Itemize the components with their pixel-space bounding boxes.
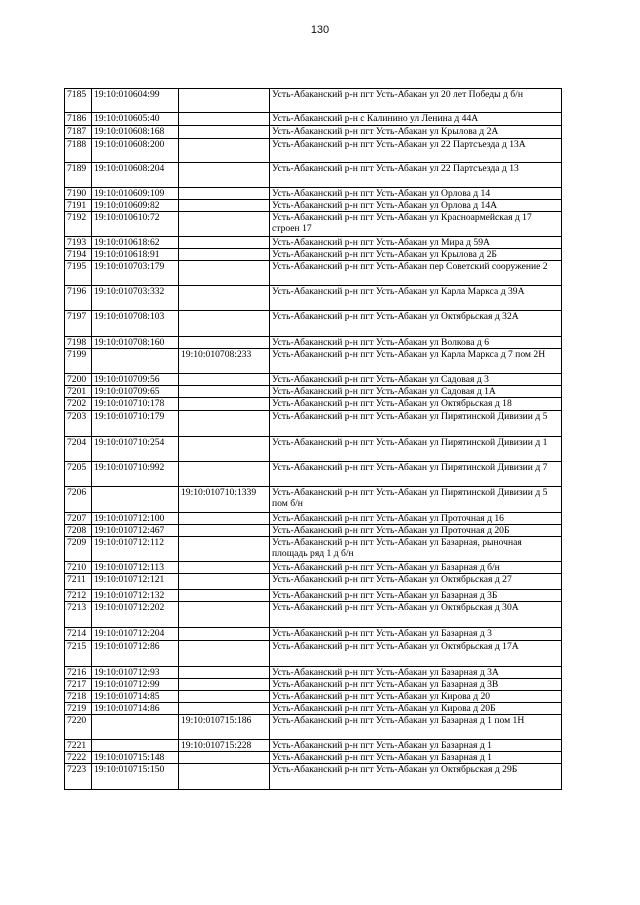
premises-cadastral-number-cell xyxy=(179,628,270,641)
address-cell: Усть-Абаканский р-н пгт Усть-Абакан ул Базарная д 3Б xyxy=(270,590,562,602)
table-row xyxy=(65,641,562,667)
premises-cadastral-number-cell xyxy=(179,286,270,311)
address-cell: Усть-Абаканский р-н с Калинино ул Ленина д 44А xyxy=(270,113,562,126)
premises-cadastral-number-cell xyxy=(179,691,270,703)
row-number-cell: 7193 xyxy=(65,237,92,249)
premises-cadastral-number-cell: 19:10:010708:233 xyxy=(179,349,270,374)
premises-cadastral-number-cell xyxy=(179,261,270,286)
address-cell: Усть-Абаканский р-н пгт Усть-Абакан ул Пирятинской Дивизии д 5 xyxy=(270,411,562,437)
cadastral-number-cell: 19:10:010709:56 xyxy=(92,374,179,386)
cadastral-number-cell: 19:10:010610:72 xyxy=(92,212,179,237)
row-number-cell: 7212 xyxy=(65,590,92,602)
table-row xyxy=(65,667,562,679)
row-number-cell: 7199 xyxy=(65,349,92,374)
premises-cadastral-number-cell xyxy=(179,89,270,113)
address-cell: Усть-Абаканский р-н пгт Усть-Абакан ул 22 Партсъезда д 13А xyxy=(270,139,562,163)
row-number-cell: 7200 xyxy=(65,374,92,386)
address-cell: Усть-Абаканский р-н пгт Усть-Абакан ул Волкова д 6 xyxy=(270,337,562,349)
row-number-cell: 7216 xyxy=(65,667,92,679)
cadastral-number-cell: 19:10:010712:100 xyxy=(92,513,179,525)
row-number-cell: 7209 xyxy=(65,537,92,562)
address-cell: Усть-Абаканский р-н пгт Усть-Абакан ул Базарная д 3 xyxy=(270,628,562,641)
row-number-cell: 7208 xyxy=(65,525,92,537)
cadastral-number-cell: 19:10:010712:121 xyxy=(92,574,179,590)
table-row xyxy=(65,286,562,311)
premises-cadastral-number-cell xyxy=(179,513,270,525)
cadastral-number-cell: 19:10:010708:160 xyxy=(92,337,179,349)
premises-cadastral-number-cell xyxy=(179,188,270,200)
row-number-cell: 7220 xyxy=(65,715,92,740)
table-row xyxy=(65,89,562,113)
table-row xyxy=(65,188,562,200)
cadastral-number-cell: 19:10:010714:85 xyxy=(92,691,179,703)
cadastral-number-cell: 19:10:010712:112 xyxy=(92,537,179,562)
premises-cadastral-number-cell xyxy=(179,126,270,139)
row-number-cell: 7213 xyxy=(65,602,92,628)
row-number-cell: 7188 xyxy=(65,139,92,163)
premises-cadastral-number-cell: 19:10:010710:1339 xyxy=(179,487,270,513)
table-row xyxy=(65,398,562,411)
address-cell: Усть-Абаканский р-н пгт Усть-Абакан ул Базарная, рыночная площадь ряд 1 д б/н xyxy=(270,537,562,562)
page-number: 130 xyxy=(310,24,330,36)
premises-cadastral-number-cell xyxy=(179,590,270,602)
table-row xyxy=(65,126,562,139)
premises-cadastral-number-cell xyxy=(179,113,270,126)
premises-cadastral-number-cell xyxy=(179,249,270,261)
row-number-cell: 7186 xyxy=(65,113,92,126)
cadastral-number-cell: 19:10:010712:93 xyxy=(92,667,179,679)
premises-cadastral-number-cell xyxy=(179,411,270,437)
table-row xyxy=(65,212,562,237)
row-number-cell: 7191 xyxy=(65,200,92,212)
cadastral-number-cell: 19:10:010710:179 xyxy=(92,411,179,437)
address-cell: Усть-Абаканский р-н пгт Усть-Абакан ул Базарная д 1 xyxy=(270,752,562,764)
address-cell: Усть-Абаканский р-н пгт Усть-Абакан ул Пирятинской Дивизии д 1 xyxy=(270,437,562,462)
address-cell: Усть-Абаканский р-н пгт Усть-Абакан ул Проточная д 20Б xyxy=(270,525,562,537)
table-row xyxy=(65,764,562,790)
table-row xyxy=(65,740,562,752)
address-cell: Усть-Абаканский р-н пгт Усть-Абакан ул Садовая д 3 xyxy=(270,374,562,386)
table-row xyxy=(65,679,562,691)
address-cell: Усть-Абаканский р-н пгт Усть-Абакан ул Базарная д 3В xyxy=(270,679,562,691)
premises-cadastral-number-cell xyxy=(179,437,270,462)
table-row xyxy=(65,200,562,212)
cadastral-number-cell: 19:10:010715:148 xyxy=(92,752,179,764)
address-cell: Усть-Абаканский р-н пгт Усть-Абакан ул 22 Партсъезда д 13 xyxy=(270,163,562,188)
row-number-cell: 7221 xyxy=(65,740,92,752)
cadastral-number-cell xyxy=(92,487,179,513)
table-row xyxy=(65,602,562,628)
address-cell: Усть-Абаканский р-н пгт Усть-Абакан ул Карла Маркса д 7 пом 2Н xyxy=(270,349,562,374)
premises-cadastral-number-cell xyxy=(179,200,270,212)
address-cell: Усть-Абаканский р-н пгт Усть-Абакан ул Октябрьская д 32А xyxy=(270,311,562,337)
cadastral-number-cell: 19:10:010618:91 xyxy=(92,249,179,261)
table-row xyxy=(65,715,562,740)
address-cell: Усть-Абаканский р-н пгт Усть-Абакан ул Садовая д 1А xyxy=(270,386,562,398)
cadastral-number-cell: 19:10:010703:332 xyxy=(92,286,179,311)
row-number-cell: 7196 xyxy=(65,286,92,311)
premises-cadastral-number-cell: 19:10:010715:228 xyxy=(179,740,270,752)
cadastral-number-cell: 19:10:010618:62 xyxy=(92,237,179,249)
registry-table xyxy=(64,88,562,790)
address-cell: Усть-Абаканский р-н пгт Усть-Абакан ул Октябрьская д 29Б xyxy=(270,764,562,790)
table-row xyxy=(65,261,562,286)
row-number-cell: 7185 xyxy=(65,89,92,113)
cadastral-number-cell: 19:10:010712:86 xyxy=(92,641,179,667)
table-row xyxy=(65,462,562,487)
row-number-cell: 7215 xyxy=(65,641,92,667)
cadastral-number-cell: 19:10:010712:99 xyxy=(92,679,179,691)
row-number-cell: 7223 xyxy=(65,764,92,790)
premises-cadastral-number-cell xyxy=(179,562,270,574)
row-number-cell: 7204 xyxy=(65,437,92,462)
premises-cadastral-number-cell xyxy=(179,337,270,349)
row-number-cell: 7205 xyxy=(65,462,92,487)
row-number-cell: 7202 xyxy=(65,398,92,411)
row-number-cell: 7192 xyxy=(65,212,92,237)
row-number-cell: 7195 xyxy=(65,261,92,286)
premises-cadastral-number-cell xyxy=(179,163,270,188)
premises-cadastral-number-cell xyxy=(179,703,270,715)
row-number-cell: 7207 xyxy=(65,513,92,525)
row-number-cell: 7203 xyxy=(65,411,92,437)
table-row xyxy=(65,349,562,374)
table-row xyxy=(65,525,562,537)
cadastral-number-cell: 19:10:010710:178 xyxy=(92,398,179,411)
premises-cadastral-number-cell xyxy=(179,386,270,398)
address-cell: Усть-Абаканский р-н пгт Усть-Абакан ул Базарная д 1 xyxy=(270,740,562,752)
premises-cadastral-number-cell xyxy=(179,237,270,249)
cadastral-number-cell: 19:10:010608:204 xyxy=(92,163,179,188)
table-row xyxy=(65,386,562,398)
cadastral-number-cell xyxy=(92,740,179,752)
premises-cadastral-number-cell xyxy=(179,139,270,163)
row-number-cell: 7222 xyxy=(65,752,92,764)
row-number-cell: 7189 xyxy=(65,163,92,188)
premises-cadastral-number-cell xyxy=(179,537,270,562)
table-row xyxy=(65,703,562,715)
premises-cadastral-number-cell xyxy=(179,212,270,237)
table-row xyxy=(65,628,562,641)
premises-cadastral-number-cell xyxy=(179,641,270,667)
cadastral-number-cell: 19:10:010712:132 xyxy=(92,590,179,602)
table-row xyxy=(65,139,562,163)
address-cell: Усть-Абаканский р-н пгт Усть-Абакан ул Орлова д 14 xyxy=(270,188,562,200)
cadastral-number-cell: 19:10:010609:82 xyxy=(92,200,179,212)
address-cell: Усть-Абаканский р-н пгт Усть-Абакан ул Октябрьская д 30А xyxy=(270,602,562,628)
address-cell: Усть-Абаканский р-н пгт Усть-Абакан ул Октябрьская д 27 xyxy=(270,574,562,590)
cadastral-number-cell: 19:10:010609:109 xyxy=(92,188,179,200)
table-row xyxy=(65,374,562,386)
table-row xyxy=(65,562,562,574)
cadastral-number-cell: 19:10:010715:150 xyxy=(92,764,179,790)
table-row xyxy=(65,163,562,188)
address-cell: Усть-Абаканский р-н пгт Усть-Абакан ул Кирова д 20Б xyxy=(270,703,562,715)
address-cell: Усть-Абаканский р-н пгт Усть-Абакан ул Пирятинской Дивизии д 7 xyxy=(270,462,562,487)
premises-cadastral-number-cell xyxy=(179,311,270,337)
table-row xyxy=(65,537,562,562)
row-number-cell: 7214 xyxy=(65,628,92,641)
address-cell: Усть-Абаканский р-н пгт Усть-Абакан ул Мира д 59А xyxy=(270,237,562,249)
cadastral-number-cell: 19:10:010604:99 xyxy=(92,89,179,113)
table-row xyxy=(65,590,562,602)
cadastral-number-cell xyxy=(92,349,179,374)
table-row xyxy=(65,311,562,337)
cadastral-number-cell: 19:10:010714:86 xyxy=(92,703,179,715)
premises-cadastral-number-cell xyxy=(179,374,270,386)
address-cell: Усть-Абаканский р-н пгт Усть-Абакан ул 20 лет Победы д б/н xyxy=(270,89,562,113)
address-cell: Усть-Абаканский р-н пгт Усть-Абакан ул Кирова д 20 xyxy=(270,691,562,703)
address-cell: Усть-Абаканский р-н пгт Усть-Абакан ул Крылова д 2Б xyxy=(270,249,562,261)
row-number-cell: 7187 xyxy=(65,126,92,139)
address-cell: Усть-Абаканский р-н пгт Усть-Абакан ул Пирятинской Дивизии д 5 пом б/н xyxy=(270,487,562,513)
cadastral-number-cell: 19:10:010608:168 xyxy=(92,126,179,139)
premises-cadastral-number-cell xyxy=(179,525,270,537)
address-cell: Усть-Абаканский р-н пгт Усть-Абакан ул Октябрьская д 18 xyxy=(270,398,562,411)
row-number-cell: 7217 xyxy=(65,679,92,691)
premises-cadastral-number-cell xyxy=(179,667,270,679)
address-cell: Усть-Абаканский р-н пгт Усть-Абакан ул Базарная д 1 пом 1Н xyxy=(270,715,562,740)
row-number-cell: 7201 xyxy=(65,386,92,398)
cadastral-number-cell: 19:10:010712:467 xyxy=(92,525,179,537)
premises-cadastral-number-cell xyxy=(179,679,270,691)
cadastral-number-cell xyxy=(92,715,179,740)
row-number-cell: 7210 xyxy=(65,562,92,574)
row-number-cell: 7197 xyxy=(65,311,92,337)
row-number-cell: 7219 xyxy=(65,703,92,715)
address-cell: Усть-Абаканский р-н пгт Усть-Абакан ул Карла Маркса д 39А xyxy=(270,286,562,311)
cadastral-number-cell: 19:10:010608:200 xyxy=(92,139,179,163)
premises-cadastral-number-cell xyxy=(179,574,270,590)
premises-cadastral-number-cell xyxy=(179,602,270,628)
premises-cadastral-number-cell: 19:10:010715:186 xyxy=(179,715,270,740)
address-cell: Усть-Абаканский р-н пгт Усть-Абакан ул Октябрьская д 17А xyxy=(270,641,562,667)
table-row xyxy=(65,437,562,462)
address-cell: Усть-Абаканский р-н пгт Усть-Абакан пер Советский сооружение 2 xyxy=(270,261,562,286)
address-cell: Усть-Абаканский р-н пгт Усть-Абакан ул Красноармейская д 17 строен 17 xyxy=(270,212,562,237)
premises-cadastral-number-cell xyxy=(179,752,270,764)
table-row xyxy=(65,249,562,261)
row-number-cell: 7211 xyxy=(65,574,92,590)
table-row xyxy=(65,337,562,349)
address-cell: Усть-Абаканский р-н пгт Усть-Абакан ул Крылова д 2А xyxy=(270,126,562,139)
premises-cadastral-number-cell xyxy=(179,764,270,790)
cadastral-number-cell: 19:10:010708:103 xyxy=(92,311,179,337)
cadastral-number-cell: 19:10:010605:40 xyxy=(92,113,179,126)
row-number-cell: 7218 xyxy=(65,691,92,703)
table-row xyxy=(65,411,562,437)
table-row xyxy=(65,691,562,703)
registry-table-body xyxy=(65,89,562,790)
cadastral-number-cell: 19:10:010712:202 xyxy=(92,602,179,628)
table-row xyxy=(65,487,562,513)
row-number-cell: 7198 xyxy=(65,337,92,349)
address-cell: Усть-Абаканский р-н пгт Усть-Абакан ул Орлова д 14А xyxy=(270,200,562,212)
table-row xyxy=(65,752,562,764)
premises-cadastral-number-cell xyxy=(179,462,270,487)
table-row xyxy=(65,237,562,249)
cadastral-number-cell: 19:10:010712:113 xyxy=(92,562,179,574)
cadastral-number-cell: 19:10:010710:254 xyxy=(92,437,179,462)
table-row xyxy=(65,574,562,590)
cadastral-number-cell: 19:10:010703:179 xyxy=(92,261,179,286)
cadastral-number-cell: 19:10:010709:65 xyxy=(92,386,179,398)
row-number-cell: 7194 xyxy=(65,249,92,261)
premises-cadastral-number-cell xyxy=(179,398,270,411)
table-row xyxy=(65,513,562,525)
address-cell: Усть-Абаканский р-н пгт Усть-Абакан ул Проточная д 16 xyxy=(270,513,562,525)
table-row xyxy=(65,113,562,126)
address-cell: Усть-Абаканский р-н пгт Усть-Абакан ул Базарная д б/н xyxy=(270,562,562,574)
cadastral-number-cell: 19:10:010710:992 xyxy=(92,462,179,487)
cadastral-number-cell: 19:10:010712:204 xyxy=(92,628,179,641)
row-number-cell: 7190 xyxy=(65,188,92,200)
address-cell: Усть-Абаканский р-н пгт Усть-Абакан ул Базарная д 3А xyxy=(270,667,562,679)
row-number-cell: 7206 xyxy=(65,487,92,513)
